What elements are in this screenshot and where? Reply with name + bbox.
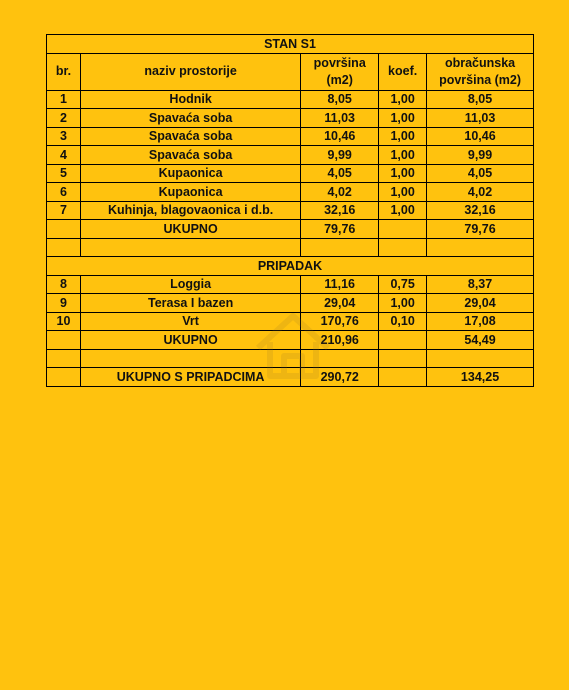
cell-coef: 0,10 <box>379 312 427 331</box>
grand-total-calc: 134,25 <box>427 368 534 387</box>
cell-coef: 1,00 <box>379 146 427 165</box>
header-coef: koef. <box>379 53 427 90</box>
subtotal-area: 79,76 <box>301 220 379 239</box>
table-row <box>47 90 534 109</box>
header-row <box>47 53 534 90</box>
cell-coef: 1,00 <box>379 201 427 220</box>
spacer-row <box>47 349 534 368</box>
cell-coef: 1,00 <box>379 183 427 202</box>
grand-total-label: UKUPNO S PRIPADCIMA <box>80 368 300 387</box>
cell-empty <box>379 331 427 350</box>
cell-calc: 4,02 <box>427 183 534 202</box>
cell-name: Terasa I bazen <box>80 294 300 313</box>
cell-calc: 4,05 <box>427 164 534 183</box>
table-row <box>47 127 534 146</box>
cell-name: Kupaonica <box>80 164 300 183</box>
cell-area: 9,99 <box>301 146 379 165</box>
cell-no: 5 <box>47 164 81 183</box>
cell-area: 11,03 <box>301 109 379 128</box>
cell-no: 2 <box>47 109 81 128</box>
subtotal-row <box>47 220 534 239</box>
cell-calc: 10,46 <box>427 127 534 146</box>
cell-coef: 1,00 <box>379 109 427 128</box>
table-row <box>47 109 534 128</box>
cell-no: 3 <box>47 127 81 146</box>
subtotal-area: 210,96 <box>301 331 379 350</box>
table-row <box>47 312 534 331</box>
cell-area: 29,04 <box>301 294 379 313</box>
table-row <box>47 164 534 183</box>
cell-empty <box>379 368 427 387</box>
cell-name: Kuhinja, blagovaonica i d.b. <box>80 201 300 220</box>
table-row <box>47 294 534 313</box>
cell-area: 32,16 <box>301 201 379 220</box>
cell-empty <box>47 331 81 350</box>
header-no: br. <box>47 53 81 90</box>
header-area: površina (m2) <box>301 53 379 90</box>
cell-calc: 8,37 <box>427 275 534 294</box>
section-title: PRIPADAK <box>47 257 534 276</box>
cell-area: 4,02 <box>301 183 379 202</box>
cell-name: Spavaća soba <box>80 146 300 165</box>
cell-calc: 11,03 <box>427 109 534 128</box>
cell-no: 9 <box>47 294 81 313</box>
table-title: STAN S1 <box>47 35 534 54</box>
cell-empty <box>47 220 81 239</box>
cell-name: Kupaonica <box>80 183 300 202</box>
cell-area: 11,16 <box>301 275 379 294</box>
cell-name: Spavaća soba <box>80 109 300 128</box>
cell-no: 1 <box>47 90 81 109</box>
table-row <box>47 201 534 220</box>
cell-coef: 1,00 <box>379 90 427 109</box>
header-calc: obračunska površina (m2) <box>427 53 534 90</box>
cell-calc: 32,16 <box>427 201 534 220</box>
cell-no: 7 <box>47 201 81 220</box>
table-row <box>47 183 534 202</box>
table-row <box>47 146 534 165</box>
spacer-row <box>47 238 534 257</box>
cell-calc: 8,05 <box>427 90 534 109</box>
table-row <box>47 275 534 294</box>
subtotal-row <box>47 331 534 350</box>
grand-total-area: 290,72 <box>301 368 379 387</box>
cell-no: 10 <box>47 312 81 331</box>
cell-empty <box>379 220 427 239</box>
header-name: naziv prostorije <box>80 53 300 90</box>
cell-empty <box>47 368 81 387</box>
grand-total-row <box>47 368 534 387</box>
cell-coef: 1,00 <box>379 294 427 313</box>
subtotal-label: UKUPNO <box>80 220 300 239</box>
cell-name: Spavaća soba <box>80 127 300 146</box>
subtotal-label: UKUPNO <box>80 331 300 350</box>
area-table <box>46 34 534 387</box>
cell-area: 4,05 <box>301 164 379 183</box>
cell-no: 4 <box>47 146 81 165</box>
cell-name: Hodnik <box>80 90 300 109</box>
cell-calc: 29,04 <box>427 294 534 313</box>
cell-coef: 0,75 <box>379 275 427 294</box>
subtotal-calc: 79,76 <box>427 220 534 239</box>
subtotal-calc: 54,49 <box>427 331 534 350</box>
cell-name: Loggia <box>80 275 300 294</box>
cell-no: 6 <box>47 183 81 202</box>
cell-area: 10,46 <box>301 127 379 146</box>
cell-calc: 17,08 <box>427 312 534 331</box>
cell-area: 170,76 <box>301 312 379 331</box>
cell-name: Vrt <box>80 312 300 331</box>
cell-coef: 1,00 <box>379 127 427 146</box>
title-row <box>47 35 534 54</box>
section-title-row <box>47 257 534 276</box>
cell-no: 8 <box>47 275 81 294</box>
cell-area: 8,05 <box>301 90 379 109</box>
cell-calc: 9,99 <box>427 146 534 165</box>
cell-coef: 1,00 <box>379 164 427 183</box>
